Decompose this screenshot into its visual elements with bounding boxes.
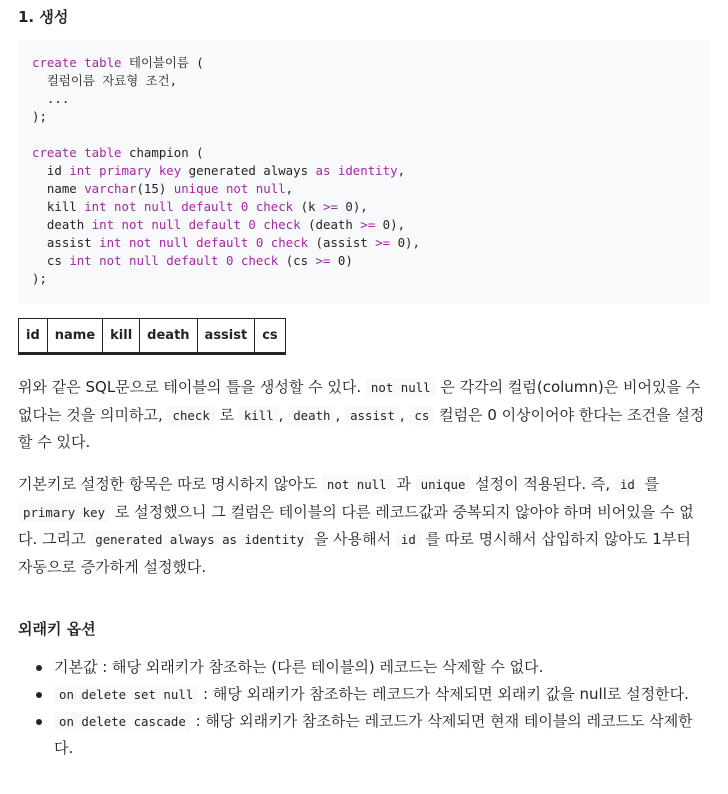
bullet-icon xyxy=(36,692,42,698)
paragraph-2 xyxy=(18,471,710,580)
inline-code: on delete set null xyxy=(54,685,198,704)
code-keyword: int not null default xyxy=(99,235,249,250)
text: 을 사용해서 xyxy=(309,530,396,548)
option-text: : 해당 외래키가 참조하는 레코드가 삭제되면 현재 테이블의 레코드도 삭제한다. xyxy=(54,712,693,757)
inline-code: id xyxy=(615,475,640,494)
text: 를 xyxy=(639,475,660,493)
code-line xyxy=(32,235,420,250)
code-line xyxy=(32,217,405,232)
code-keyword: check xyxy=(263,217,301,232)
code-line xyxy=(32,199,368,214)
code-token: (death xyxy=(300,217,361,232)
inline-code: check xyxy=(167,406,214,425)
code-keyword: create table xyxy=(32,145,122,160)
code-keyword: check xyxy=(240,253,279,268)
text: , xyxy=(399,405,410,424)
text: 은 각각의 컬럼(column)은 비어있을 수 없다는 것을 의미하고, xyxy=(18,378,701,424)
text: , xyxy=(335,405,346,424)
foreign-key-options xyxy=(18,654,710,762)
code-line xyxy=(32,145,204,160)
code-keyword: 0 xyxy=(248,217,256,232)
code-keyword: unique not null xyxy=(173,181,286,196)
text: 과 xyxy=(391,475,416,493)
code-token: id xyxy=(32,163,70,178)
code-token: 테이블이름 ( xyxy=(121,55,204,70)
inline-code: generated always as identity xyxy=(90,530,309,549)
code-line xyxy=(32,109,47,124)
text: 로 xyxy=(214,405,239,424)
code-keyword: >= xyxy=(315,253,331,268)
code-token xyxy=(233,253,240,268)
inline-code: on delete cascade xyxy=(54,712,191,731)
code-keyword: int not null default xyxy=(84,199,234,214)
code-token: generated always xyxy=(181,163,316,178)
code-keyword: int not null default xyxy=(69,253,219,268)
code-line xyxy=(32,55,204,70)
option-text: : 해당 외래키가 참조하는 레코드가 삭제되면 외래키 값을 null로 설정한다. xyxy=(198,685,689,703)
code-token: 0), xyxy=(375,217,406,232)
code-line xyxy=(32,181,293,196)
code-line xyxy=(32,253,353,268)
code-line xyxy=(32,271,47,286)
code-token: ); xyxy=(32,109,47,124)
code-token: 0), xyxy=(337,199,368,214)
code-keyword: >= xyxy=(375,235,391,250)
inline-code: not null xyxy=(366,378,436,397)
code-token xyxy=(248,235,255,250)
text: 설정이 적용된다. 즉, xyxy=(470,475,615,493)
inline-code: unique xyxy=(416,475,471,494)
table-header-death: death xyxy=(140,319,197,354)
code-keyword: >= xyxy=(322,199,338,214)
table-header-kill: kill xyxy=(103,319,140,354)
bullet-icon xyxy=(36,665,42,671)
table-header-cs: cs xyxy=(255,319,285,354)
paragraph-1 xyxy=(18,374,710,456)
code-token xyxy=(219,253,226,268)
code-token: (cs xyxy=(278,253,316,268)
code-keyword: 0 xyxy=(240,199,249,214)
section-title: 1. 생성 xyxy=(18,8,69,26)
text: 를 따로 명시해서 삽입하지 않아도 1부터 자동으로 증가하게 설정했다. xyxy=(18,530,691,576)
text: 컬럼은 0 이상이어야 한다는 조건을 설정할 수 있다. xyxy=(18,405,705,451)
code-token: name xyxy=(32,181,85,196)
code-token: (k xyxy=(293,199,323,214)
code-keyword: as identity xyxy=(315,163,398,178)
option-text: 기본값 : 해당 외래키가 참조하는 (다른 테이블의) 레코드는 삭제할 수 없다. xyxy=(54,658,544,676)
code-token: (15) xyxy=(136,181,174,196)
code-line xyxy=(32,73,177,88)
table-header-assist: assist xyxy=(197,319,255,354)
code-token: , xyxy=(397,163,406,178)
code-token: death xyxy=(32,217,92,232)
inline-code: not null xyxy=(322,475,392,494)
text: 위와 같은 SQL문으로 테이블의 틀을 생성할 수 있다. xyxy=(18,378,366,396)
code-token: 0) xyxy=(330,253,353,268)
code-keyword: int not null default xyxy=(91,217,241,232)
code-content xyxy=(32,54,710,288)
inline-code: death xyxy=(288,406,335,425)
table-header-row xyxy=(19,319,286,354)
code-keyword: varchar xyxy=(84,181,137,196)
inline-code: id xyxy=(396,530,421,549)
text: 로 설정했으니 그 컬럼은 테이블의 다른 레코드값과 중복되지 않아야 하며 비어있을 수 없다. 그리고 xyxy=(18,502,694,548)
foreign-key-heading: 외래키 옵션 xyxy=(18,620,96,638)
column-table xyxy=(18,318,286,355)
bullet-icon xyxy=(36,719,42,725)
code-token xyxy=(263,235,270,250)
code-token: 컬럼이름 자료형 조건, xyxy=(32,73,178,88)
code-keyword: >= xyxy=(360,217,376,232)
code-token: cs xyxy=(32,253,70,268)
code-token xyxy=(233,199,240,214)
table-header-name: name xyxy=(47,319,102,354)
text: 기본키로 설정한 항목은 따로 명시하지 않아도 xyxy=(18,475,322,493)
code-token: 0), xyxy=(390,235,420,250)
inline-code: assist xyxy=(345,406,400,425)
inline-code: cs xyxy=(409,406,434,425)
inline-code: kill xyxy=(239,406,279,425)
code-line xyxy=(32,91,69,106)
code-block[interactable] xyxy=(18,40,710,304)
code-token: assist xyxy=(32,235,100,250)
code-keyword: create table xyxy=(32,55,122,70)
code-token: ... xyxy=(32,91,70,106)
text: , xyxy=(278,405,289,424)
code-keyword: check xyxy=(270,235,309,250)
code-line xyxy=(32,163,405,178)
code-keyword: 0 xyxy=(225,253,234,268)
code-token: ); xyxy=(32,271,47,286)
code-token: kill xyxy=(32,199,85,214)
code-keyword: int primary key xyxy=(69,163,182,178)
code-token: , xyxy=(285,181,294,196)
code-token: champion ( xyxy=(121,145,204,160)
code-keyword: 0 xyxy=(255,235,264,250)
table-header-id: id xyxy=(19,319,48,354)
list-item xyxy=(18,681,710,708)
list-item xyxy=(18,708,710,762)
code-keyword: check xyxy=(255,199,294,214)
list-item xyxy=(18,654,710,681)
code-token xyxy=(248,199,255,214)
code-token: (assist xyxy=(308,235,376,250)
inline-code: primary key xyxy=(18,503,110,522)
